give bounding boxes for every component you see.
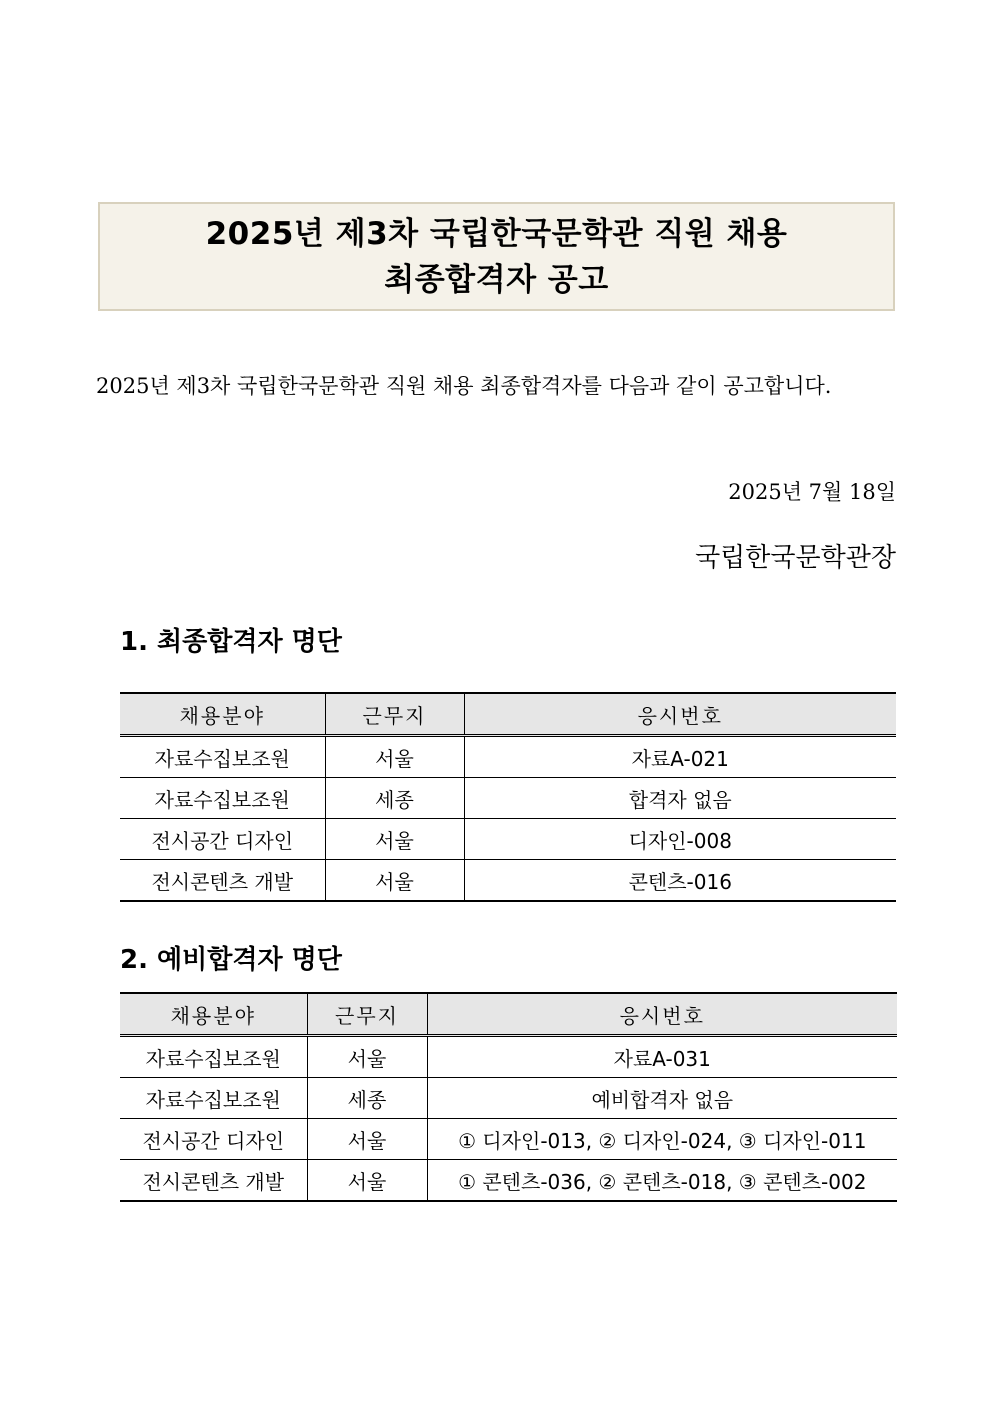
section-heading-final: 1. 최종합격자 명단 <box>120 627 342 657</box>
column-header: 응시번호 <box>464 693 896 736</box>
table-header-row <box>120 993 897 1036</box>
column-header: 근무지 <box>325 693 464 736</box>
intro-paragraph: 2025년 제3차 국립한국문학관 직원 채용 최종합격자를 다음과 같이 공고합니다. <box>96 374 832 398</box>
column-header: 채용분야 <box>120 693 325 736</box>
column-header: 채용분야 <box>120 993 307 1036</box>
field-cell: 자료수집보조원 <box>120 736 325 778</box>
title-line-2: 최종합격자 공고 <box>384 261 609 298</box>
table-row <box>120 1119 897 1160</box>
field-cell: 전시공간 디자인 <box>120 819 325 860</box>
exam-number-cell: 예비합격자 없음 <box>427 1078 897 1119</box>
field-cell: 전시공간 디자인 <box>120 1119 307 1160</box>
column-header: 응시번호 <box>427 993 897 1036</box>
location-cell: 서울 <box>307 1036 427 1078</box>
table-row <box>120 1036 897 1078</box>
location-cell: 서울 <box>325 819 464 860</box>
exam-number-cell: 자료A-031 <box>427 1036 897 1078</box>
table-row <box>120 778 896 819</box>
table-row <box>120 819 896 860</box>
location-cell: 세종 <box>325 778 464 819</box>
section-heading-reserve: 2. 예비합격자 명단 <box>120 945 342 975</box>
table-header-row <box>120 693 896 736</box>
field-cell: 전시콘텐츠 개발 <box>120 860 325 902</box>
location-cell: 세종 <box>307 1078 427 1119</box>
table-row <box>120 860 896 902</box>
table-row <box>120 1160 897 1202</box>
reserve-successful-table <box>120 992 897 1202</box>
location-cell: 서울 <box>325 860 464 902</box>
title-box <box>98 202 895 311</box>
exam-number-cell: ① 콘텐츠-036, ② 콘텐츠-018, ③ 콘텐츠-002 <box>427 1160 897 1202</box>
exam-number-cell: ① 디자인-013, ② 디자인-024, ③ 디자인-011 <box>427 1119 897 1160</box>
location-cell: 서울 <box>325 736 464 778</box>
table-row <box>120 736 896 778</box>
signatory: 국립한국문학관장 <box>695 543 896 573</box>
exam-number-cell: 자료A-021 <box>464 736 896 778</box>
location-cell: 서울 <box>307 1119 427 1160</box>
announcement-date: 2025년 7월 18일 <box>728 480 896 504</box>
location-cell: 서울 <box>307 1160 427 1202</box>
exam-number-cell: 디자인-008 <box>464 819 896 860</box>
table-row <box>120 1078 897 1119</box>
field-cell: 자료수집보조원 <box>120 778 325 819</box>
field-cell: 전시콘텐츠 개발 <box>120 1160 307 1202</box>
field-cell: 자료수집보조원 <box>120 1078 307 1119</box>
field-cell: 자료수집보조원 <box>120 1036 307 1078</box>
final-successful-table <box>120 692 896 902</box>
exam-number-cell: 합격자 없음 <box>464 778 896 819</box>
title-line-1: 2025년 제3차 국립한국문학관 직원 채용 <box>205 215 788 252</box>
column-header: 근무지 <box>307 993 427 1036</box>
exam-number-cell: 콘텐츠-016 <box>464 860 896 902</box>
